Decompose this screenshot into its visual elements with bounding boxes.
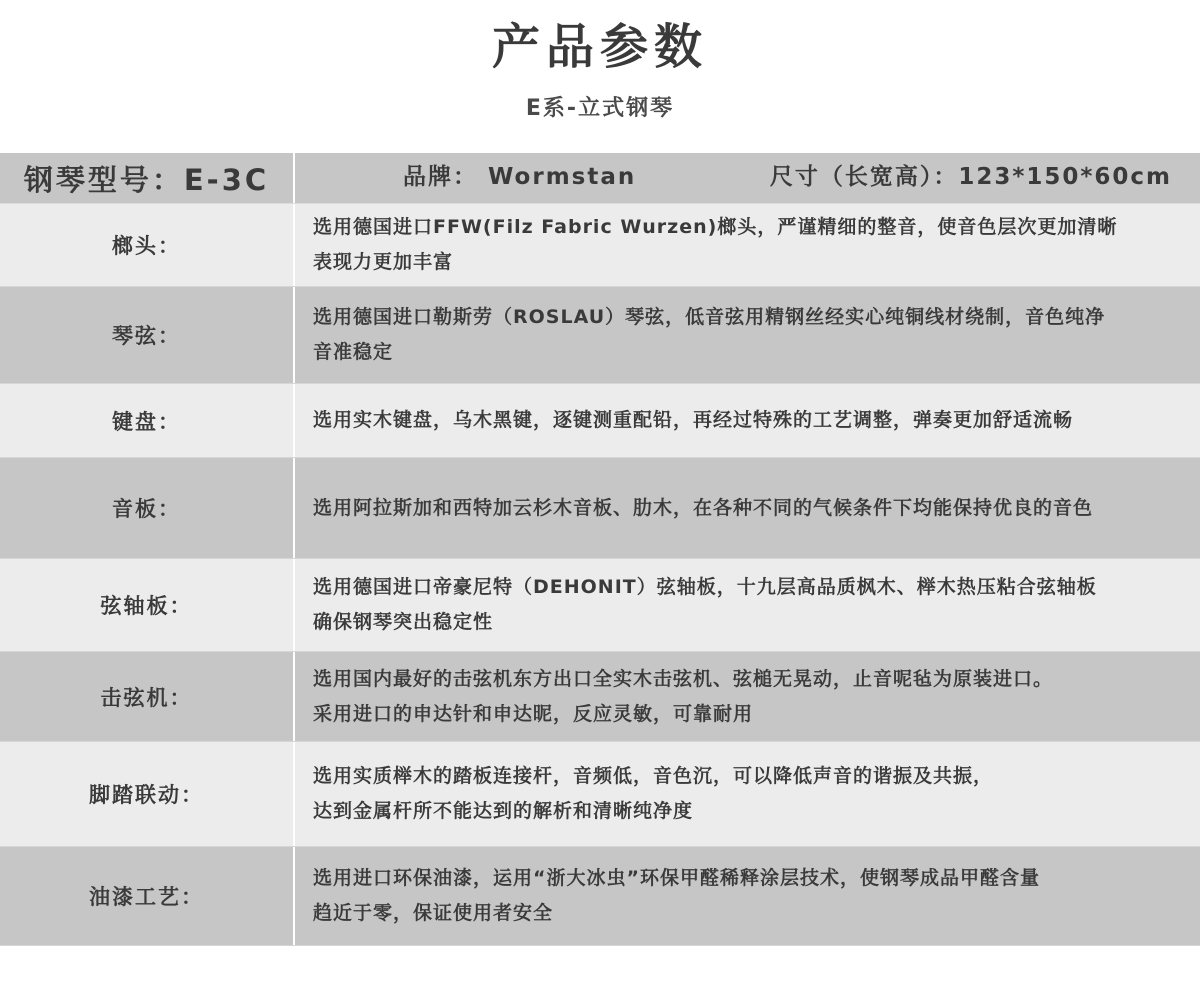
spec-row-keyboard — [0, 384, 1200, 458]
spec-row-strings — [0, 287, 1200, 384]
spec-label: 油漆工艺： — [0, 847, 295, 945]
model-number: 钢琴型号：E-3C — [0, 153, 295, 203]
spec-label: 键盘： — [0, 384, 295, 457]
header-info — [295, 153, 1200, 203]
spec-line: 选用进口环保油漆，运用“浙大冰虫”环保甲醛稀释涂层技术，使钢琴成品甲醛含量 — [313, 867, 1040, 889]
size-label: 尺寸（长宽高）：123*150*60cm — [769, 164, 1172, 190]
spec-line: 采用进口的申达针和申达昵，反应灵敏，可靠耐用 — [313, 702, 754, 725]
spec-row-soundboard — [0, 458, 1200, 559]
spec-label: 琴弦： — [0, 287, 295, 383]
spec-row-hammer — [0, 204, 1200, 287]
spec-row-pinblock — [0, 559, 1200, 652]
spec-description — [295, 458, 1200, 558]
spec-description — [295, 384, 1200, 457]
spec-description — [295, 847, 1200, 945]
spec-description — [295, 742, 1200, 846]
page-subtitle: E系-立式钢琴 — [525, 96, 675, 121]
table-header-row — [0, 153, 1200, 204]
page-title: 产品参数 — [491, 19, 708, 75]
spec-row-pedal — [0, 742, 1200, 847]
spec-table — [0, 153, 1200, 946]
spec-line: 选用国内最好的击弦机东方出口全实木击弦机、弦槌无晃动，止音呢毡为原装进口。 — [313, 667, 1054, 690]
spec-line: 选用实质榉木的踏板连接杆，音频低，音色沉，可以降低声音的谐振及共振， — [313, 765, 994, 787]
spec-label: 榔头： — [0, 204, 295, 286]
spec-label: 脚踏联动： — [0, 742, 295, 846]
spec-label: 弦轴板： — [0, 559, 295, 651]
spec-line: 选用德国进口FFW(Filz Fabric Wurzen)榔头，严谨精细的整音，使音色层次更加清晰 — [313, 216, 1118, 238]
spec-line: 选用阿拉斯加和西特加云杉木音板、肋木，在各种不同的气候条件下均能保持优良的音色 — [313, 496, 1094, 519]
spec-row-action — [0, 652, 1200, 742]
spec-line: 选用德国进口帝豪尼特（DEHONIT）弦轴板，十九层高品质枫木、榉木热压粘合弦轴板 — [313, 576, 1097, 598]
spec-line: 表现力更加丰富 — [313, 251, 454, 273]
spec-description — [295, 287, 1200, 383]
brand-label: 品牌： Wormstan — [403, 164, 637, 190]
spec-description — [295, 204, 1200, 286]
spec-description — [295, 652, 1200, 741]
spec-line: 确保钢琴突出稳定性 — [313, 611, 494, 633]
spec-line: 选用实木键盘，乌木黑键，逐键测重配铅，再经过特殊的工艺调整，弹奏更加舒适流畅 — [313, 409, 1074, 431]
spec-line: 选用德国进口勒斯劳（ROSLAU）琴弦，低音弦用精钢丝经实心纯铜线材绕制，音色纯净 — [313, 306, 1106, 328]
spec-line: 音准稳定 — [313, 341, 394, 363]
spec-line: 达到金属杆所不能达到的解析和清晰纯净度 — [313, 800, 694, 822]
spec-label: 音板： — [0, 458, 295, 558]
spec-description — [295, 559, 1200, 651]
spec-label: 击弦机： — [0, 652, 295, 741]
spec-row-paint — [0, 847, 1200, 946]
spec-line: 趋近于零，保证使用者安全 — [313, 902, 554, 924]
